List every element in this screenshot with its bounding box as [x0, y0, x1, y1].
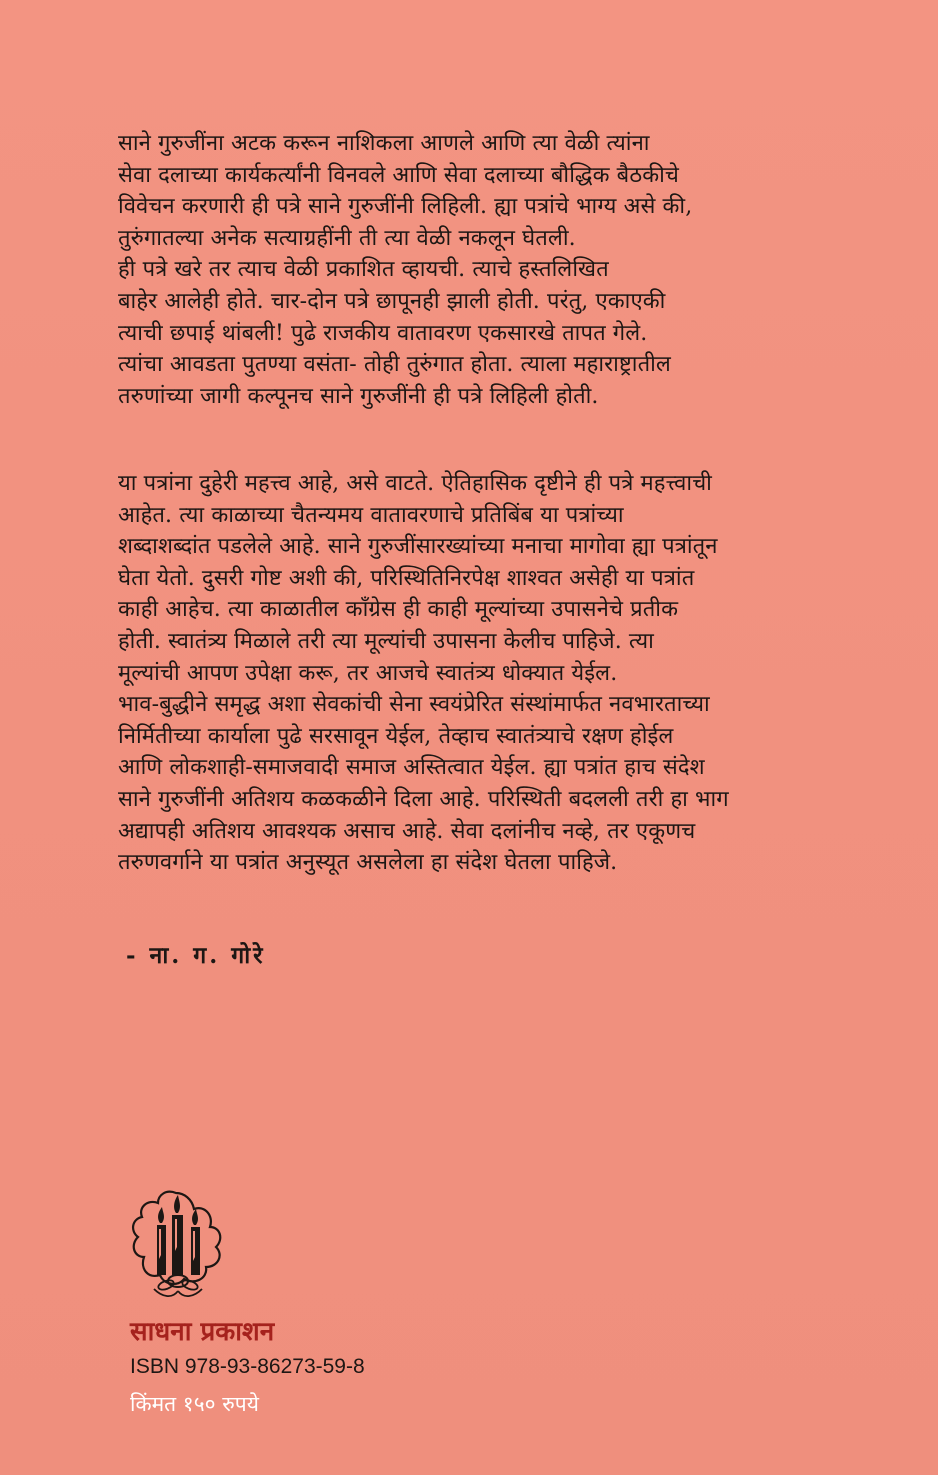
candles-logo-icon	[126, 1185, 226, 1310]
text-line: बाहेर आलेही होते. चार-दोन पत्रे छापूनही झाली होती. परंतु, एकाएकी	[118, 288, 666, 314]
text-line: साने गुरुजींनी अतिशय कळकळीने दिला आहे. परिस्थिती बदलली तरी हा भाग	[118, 786, 729, 812]
publisher-name: साधना प्रकाशन	[130, 1317, 275, 1347]
blurb-paragraph-2	[118, 468, 878, 879]
text-line: होती. स्वातंत्र्य मिळाले तरी त्या मूल्यांची उपासना केलीच पाहिजे. त्या	[118, 628, 654, 654]
book-price: किंमत १५० रुपये	[130, 1392, 259, 1416]
text-line: सेवा दलाच्या कार्यकर्त्यांनी विनवले आणि सेवा दलाच्या बौद्धिक बैठकीचे	[118, 162, 679, 188]
text-line: घेता येतो. दुसरी गोष्ट अशी की, परिस्थितिनिरपेक्ष शाश्वत असेही या पत्रांत	[118, 565, 695, 591]
text-line: अद्यापही अतिशय आवश्यक असाच आहे. सेवा दलांनीच नव्हे, तर एकूणच	[118, 818, 696, 844]
text-line: आणि लोकशाही-समाजवादी समाज अस्तित्वात येईल. ह्या पत्रांत हाच संदेश	[118, 755, 705, 781]
text-line: साने गुरुजींना अटक करून नाशिकला आणले आणि त्या वेळी त्यांना	[118, 131, 650, 156]
text-line: मूल्यांची आपण उपेक्षा करू, तर आजचे स्वातंत्र्य धोक्यात येईल.	[118, 660, 618, 686]
author-signature: - ना. ग. गोरे	[126, 942, 266, 969]
text-line: विवेचन करणारी ही पत्रे साने गुरुजींनी लिहिली. ह्या पत्रांचे भाग्य असे की,	[118, 194, 693, 220]
text-line: त्यांचा आवडता पुतण्या वसंता- तोही तुरुंगात होता. त्याला महाराष्ट्रातील	[118, 352, 671, 378]
text-line: तरुणवर्गाने या पत्रांत अनुस्यूत असलेला हा संदेश घेतला पाहिजे.	[118, 850, 618, 876]
text-line: ही पत्रे खरे तर त्याच वेळी प्रकाशित व्हायची. त्याचे हस्तलिखित	[118, 257, 609, 283]
text-line: निर्मितीच्या कार्याला पुढे सरसावून येईल, तेव्हाच स्वातंत्र्याचे रक्षण होईल	[118, 723, 674, 749]
isbn-number: ISBN 978-93-86273-59-8	[130, 1355, 365, 1378]
text-line: भाव-बुद्धीने समृद्ध अशा सेवकांची सेना स्वयंप्रेरित संस्थांमार्फत नवभारताच्या	[118, 692, 710, 718]
blurb-paragraph-1	[118, 128, 878, 412]
text-line: काही आहेच. त्या काळातील काँग्रेस ही काही मूल्यांच्या उपासनेचे प्रतीक	[118, 597, 679, 623]
text-line: तरुणांच्या जागी कल्पूनच साने गुरुजींनी ही पत्रे लिहिली होती.	[118, 383, 599, 409]
text-line: तुरुंगातल्या अनेक सत्याग्रहींनी ती त्या वेळी नकलून घेतली.	[118, 225, 576, 251]
text-line: त्याची छपाई थांबली! पुढे राजकीय वातावरण एकसारखे तापत गेले.	[118, 320, 648, 346]
text-line: या पत्रांना दुहेरी महत्त्व आहे, असे वाटते. ऐतिहासिक दृष्टीने ही पत्रे महत्त्वाची	[118, 471, 712, 496]
text-line: शब्दाशब्दांत पडलेले आहे. साने गुरुजींसारख्यांच्या मनाचा मागोवा ह्या पत्रांतून	[118, 534, 718, 560]
text-line: आहेत. त्या काळाच्या चैतन्यमय वातावरणाचे प्रतिबिंब या पत्रांच्या	[118, 502, 624, 528]
